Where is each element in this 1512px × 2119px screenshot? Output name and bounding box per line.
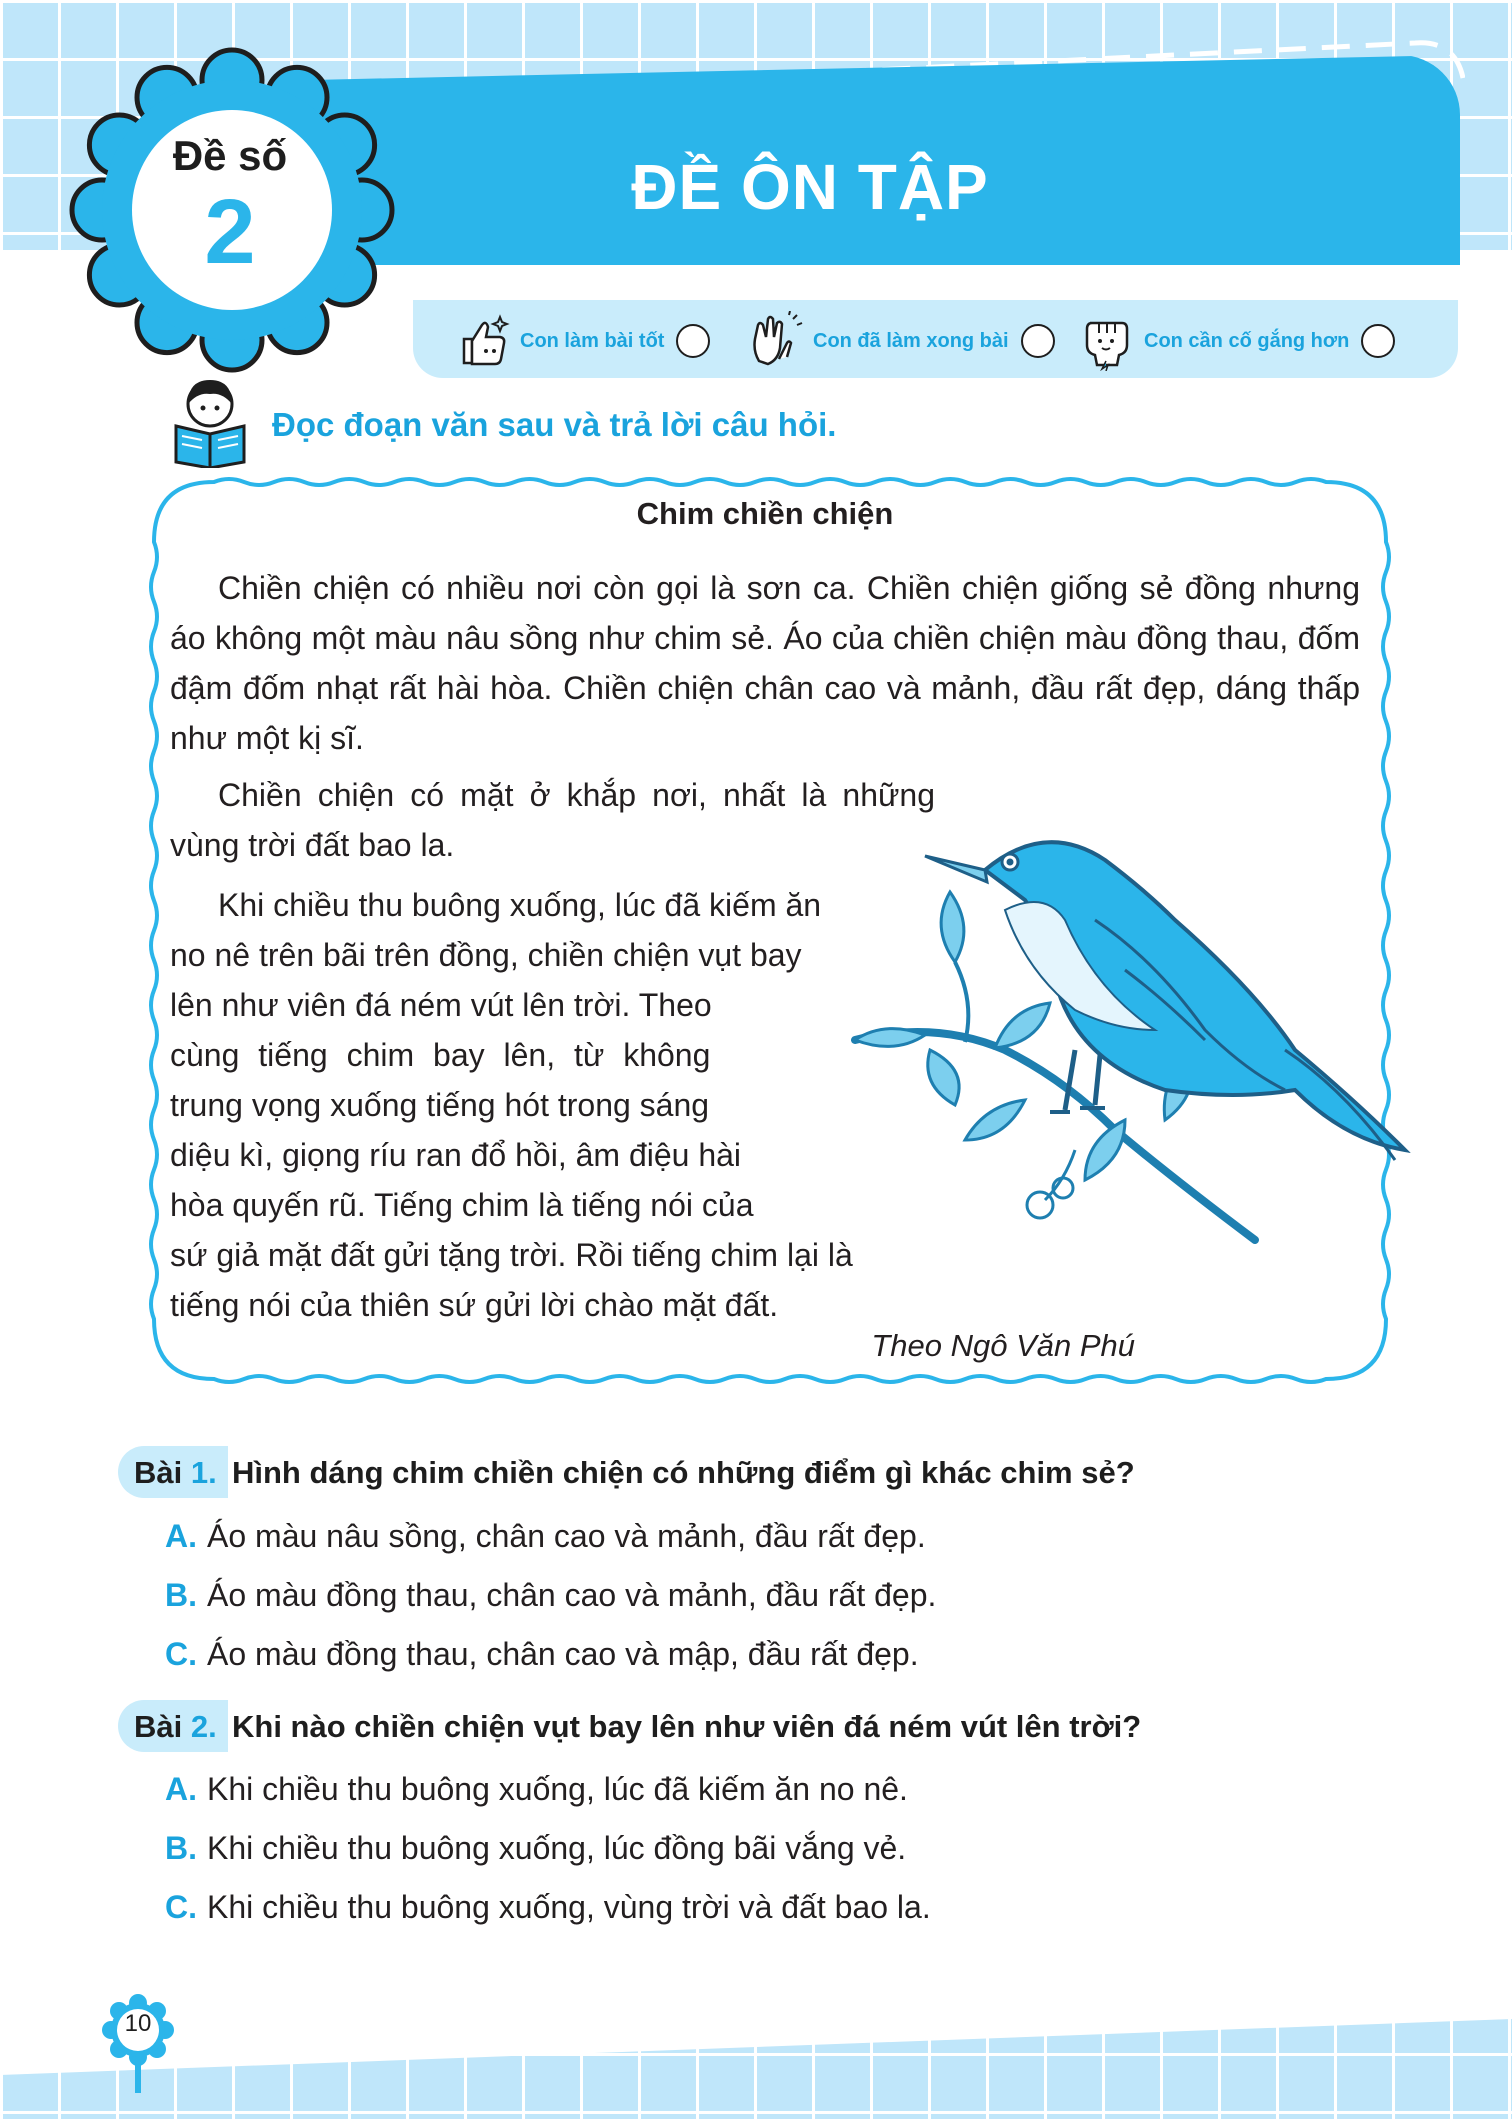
passage-line: sứ giả mặt đất gửi tặng trời. Rồi tiếng chim lại là bbox=[170, 1237, 853, 1273]
page-number-flower bbox=[98, 1985, 178, 2095]
option-text: Áo màu đồng thau, chân cao và mảnh, đầu rất đẹp. bbox=[207, 1577, 937, 1613]
rating-try-harder-checkbox[interactable] bbox=[1361, 324, 1395, 358]
page-title: ĐỀ ÔN TẬP bbox=[631, 151, 989, 223]
option-text: Áo màu đồng thau, chân cao và mập, đầu rất đẹp. bbox=[207, 1636, 919, 1672]
clapping-hands-icon bbox=[745, 311, 805, 371]
question-1-option-a[interactable] bbox=[165, 1518, 926, 1555]
option-letter: B. bbox=[165, 1577, 197, 1613]
thumbs-up-icon bbox=[452, 311, 512, 371]
option-text: Khi chiều thu buông xuống, lúc đã kiếm ăn no nê. bbox=[207, 1771, 908, 1807]
passage-line: tiếng nói của thiên sứ gửi lời chào mặt đất. bbox=[170, 1287, 779, 1323]
question-2-option-c[interactable] bbox=[165, 1889, 931, 1926]
rating-done bbox=[745, 318, 1055, 364]
option-letter: B. bbox=[165, 1830, 197, 1866]
option-letter: C. bbox=[165, 1889, 197, 1925]
rating-good-checkbox[interactable] bbox=[676, 324, 710, 358]
passage-line: diệu kì, giọng ríu ran đổ hồi, âm điệu hài bbox=[170, 1137, 742, 1173]
passage-paragraph-2: Chiền chiện có mặt ở khắp nơi, nhất là những vùng trời đất bao la. bbox=[170, 777, 935, 863]
page-number: 10 bbox=[124, 2010, 152, 2037]
question-1-option-b[interactable] bbox=[165, 1577, 936, 1614]
instruction: Đọc đoạn văn sau và trả lời câu hỏi. bbox=[272, 406, 837, 443]
option-text: Áo màu nâu sồng, chân cao và mảnh, đầu rất đẹp. bbox=[207, 1518, 926, 1554]
question-2-text: Khi nào chiền chiện vụt bay lên như viên đá ném vút lên trời? bbox=[232, 1709, 1142, 1744]
passage-author: Theo Ngô Văn Phú bbox=[871, 1328, 1135, 1363]
question-2-label bbox=[134, 1709, 217, 1745]
question-1-text: Hình dáng chim chiền chiện có những điểm gì khác chim sẻ? bbox=[232, 1455, 1135, 1490]
rating-good bbox=[452, 318, 710, 364]
option-text: Khi chiều thu buông xuống, vùng trời và đất bao la. bbox=[207, 1889, 931, 1925]
rating-try-harder bbox=[1076, 318, 1395, 364]
option-text: Khi chiều thu buông xuống, lúc đồng bãi vắng vẻ. bbox=[207, 1830, 907, 1866]
question-label-text: Bài bbox=[134, 1709, 183, 1744]
passage-line: lên như viên đá ném vút lên trời. Theo bbox=[170, 987, 712, 1023]
bird-illustration bbox=[845, 820, 1440, 1260]
question-2-option-a[interactable] bbox=[165, 1771, 908, 1808]
passage-title: Chim chiền chiện bbox=[636, 496, 894, 531]
question-number: 2. bbox=[190, 1709, 217, 1744]
question-1-label bbox=[134, 1455, 217, 1491]
passage-line: no nê trên bãi trên đồng, chiền chiện vụt bay bbox=[170, 937, 802, 973]
badge-label: Đề số bbox=[172, 132, 288, 179]
child-reading-icon bbox=[170, 378, 250, 468]
rating-good-label: Con làm bài tốt bbox=[520, 329, 665, 352]
fist-icon bbox=[1076, 311, 1136, 371]
passage-line: cùng tiếng chim bay lên, từ không bbox=[170, 1037, 711, 1073]
question-number: 1. bbox=[190, 1455, 217, 1490]
passage-line: trung vọng xuống tiếng hót trong sáng bbox=[170, 1087, 710, 1123]
question-label-text: Bài bbox=[134, 1455, 183, 1490]
option-letter: A. bbox=[165, 1518, 197, 1554]
rating-done-checkbox[interactable] bbox=[1021, 324, 1055, 358]
question-2-option-b[interactable] bbox=[165, 1830, 906, 1867]
question-1-option-c[interactable] bbox=[165, 1636, 919, 1673]
rating-done-label: Con đã làm xong bài bbox=[813, 329, 1009, 352]
badge-number: 2 bbox=[204, 181, 256, 283]
passage-paragraph-1: Chiền chiện có nhiều nơi còn gọi là sơn ca. Chiền chiện giống sẻ đồng nhưng áo không một màu nâu sồng như chim sẻ. Áo của chiền chiện màu đồng thau, đốm đậm đốm nhạt rất hài hòa. Chiền chiện chân cao và mảnh, đầu rất đẹp, dáng thấp như một kị sĩ. bbox=[170, 570, 1360, 756]
option-letter: A. bbox=[165, 1771, 197, 1807]
passage-line: Khi chiều thu buông xuống, lúc đã kiếm ăn bbox=[218, 887, 822, 923]
option-letter: C. bbox=[165, 1636, 197, 1672]
passage-line: hòa quyến rũ. Tiếng chim là tiếng nói của bbox=[170, 1187, 754, 1223]
rating-try-harder-label: Con cần cố gắng hơn bbox=[1144, 329, 1350, 352]
